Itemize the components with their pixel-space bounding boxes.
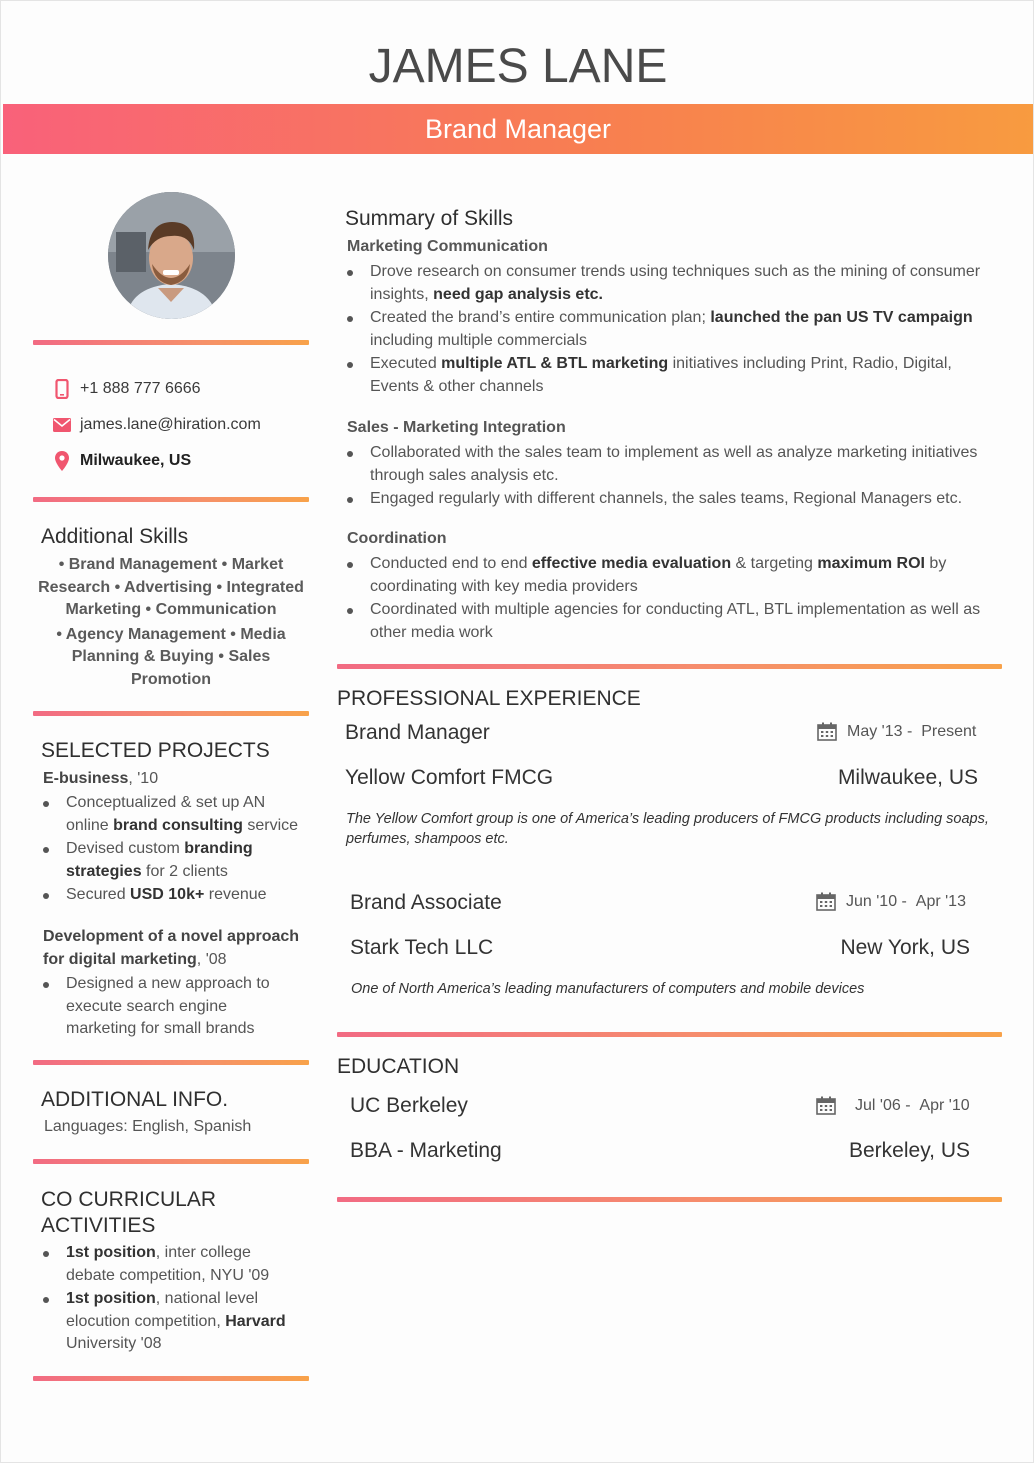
skills-line: Planning & Buying • Sales xyxy=(71,648,271,665)
divider xyxy=(33,1060,309,1065)
skill-group-bullets xyxy=(346,553,986,645)
job-date: Jun '10 - Apr '13 xyxy=(816,892,966,911)
job-location: New York, US xyxy=(840,936,970,959)
co-curricular-bullets xyxy=(42,1242,304,1357)
phone-icon xyxy=(53,379,71,399)
co-curricular-heading: CO CURRICULAR ACTIVITIES xyxy=(41,1188,217,1237)
education-date: Jul '06 - Apr '10 xyxy=(816,1096,970,1115)
mail-icon xyxy=(53,415,71,435)
contact-location xyxy=(53,449,191,473)
divider xyxy=(33,497,309,502)
list-item: Designed a new approach to execute search engine marketing for small brands xyxy=(42,973,292,1041)
calendar-icon xyxy=(816,892,836,911)
job-title-banner-text: Brand Manager xyxy=(424,114,612,144)
divider xyxy=(33,1159,309,1164)
list-item: Engaged regularly with different channels, the sales teams, Regional Managers etc. xyxy=(346,488,986,511)
divider xyxy=(33,711,309,716)
contact-phone xyxy=(53,377,201,401)
list-item: Conducted end to end effective media evaluation & targeting maximum ROI by coordinating with key media providers xyxy=(346,553,986,598)
project-title: Development of a novel approach for digital marketing, '08 xyxy=(43,928,300,968)
skills-line: Marketing • Communication xyxy=(65,601,277,618)
project-bullets xyxy=(42,973,292,1042)
additional-skills-list xyxy=(37,554,305,691)
list-item: Collaborated with the sales team to implement as well as analyze marketing initiatives through sales analysis etc. xyxy=(346,442,986,487)
skills-line: Promotion xyxy=(131,670,211,688)
job-title: Brand Manager xyxy=(345,721,490,744)
job-location: Milwaukee, US xyxy=(837,766,978,789)
phone-text[interactable]: +1 888 777 6666 xyxy=(80,380,201,397)
skill-group-title: Coordination xyxy=(347,530,447,547)
divider xyxy=(337,1197,1002,1202)
divider xyxy=(33,1376,309,1381)
candidate-name: JAMES LANE xyxy=(368,40,668,93)
list-item: Executed multiple ATL & BTL marketing initiatives including Print, Radio, Digital, Events & other channels xyxy=(346,353,986,398)
company-description: One of North America’s leading manufacturers of computers and mobile devices xyxy=(351,981,865,997)
skill-group-bullets xyxy=(346,442,986,512)
location-text: Milwaukee, US xyxy=(80,452,192,469)
summary-heading: Summary of Skills xyxy=(345,207,514,230)
divider xyxy=(33,340,309,345)
skill-group-title: Sales - Marketing Integration xyxy=(347,419,566,436)
skill-group-title: Marketing Communication xyxy=(347,238,548,255)
selected-projects-heading: SELECTED PROJECTS xyxy=(41,739,270,762)
skills-line: Research • Advertising • Integrated xyxy=(38,578,304,596)
degree-name: BBA - Marketing xyxy=(350,1139,502,1162)
email-link[interactable]: james.lane@hiration.com xyxy=(80,416,261,433)
project-bullets xyxy=(42,792,302,908)
divider xyxy=(337,1032,1002,1037)
skill-group-bullets xyxy=(346,261,986,399)
additional-info-heading: ADDITIONAL INFO. xyxy=(41,1088,229,1111)
list-item: Conceptualized & set up AN online brand consulting service xyxy=(42,792,302,837)
list-item: 1st position, inter college debate competition, NYU '09 xyxy=(42,1242,304,1287)
languages-text: Languages: English, Spanish xyxy=(44,1118,252,1135)
divider xyxy=(337,664,1002,669)
location-pin-icon xyxy=(53,451,71,471)
job-title: Brand Associate xyxy=(350,891,502,914)
project-title: E-business, '10 xyxy=(43,770,159,787)
school-name: UC Berkeley xyxy=(350,1094,468,1117)
additional-skills-heading: Additional Skills xyxy=(41,525,189,548)
list-item: Drove research on consumer trends using techniques such as the mining of consumer insights, need gap analysis etc. xyxy=(346,261,986,306)
job-date: May '13 - Present xyxy=(817,722,976,741)
company-description: The Yellow Comfort group is one of America’s leading producers of FMCG products including soaps, perfumes, shampoos etc. xyxy=(346,811,989,847)
company-name: Stark Tech LLC xyxy=(350,936,494,959)
experience-heading: PROFESSIONAL EXPERIENCE xyxy=(337,687,641,710)
list-item: Devised custom branding strategies for 2 clients xyxy=(42,838,302,883)
education-location: Berkeley, US xyxy=(849,1139,970,1162)
title-banner xyxy=(3,104,1033,154)
profile-photo xyxy=(108,192,235,319)
skills-line: • Brand Management • Market xyxy=(58,556,284,573)
contact-email xyxy=(53,413,261,437)
list-item: 1st position, national level elocution competition, Harvard University '08 xyxy=(42,1288,304,1356)
calendar-icon xyxy=(816,1096,836,1115)
profile-photo-image xyxy=(108,192,235,319)
calendar-icon xyxy=(817,722,837,741)
company-name: Yellow Comfort FMCG xyxy=(345,766,554,789)
skills-line: • Agency Management • Media xyxy=(56,625,286,643)
list-item: Created the brand’s entire communication plan; launched the pan US TV campaign including multiple commercials xyxy=(346,307,986,352)
education-heading: EDUCATION xyxy=(337,1055,460,1078)
list-item: Coordinated with multiple agencies for conducting ATL, BTL implementation as well as other media work xyxy=(346,599,986,644)
list-item: Secured USD 10k+ revenue xyxy=(42,884,302,907)
